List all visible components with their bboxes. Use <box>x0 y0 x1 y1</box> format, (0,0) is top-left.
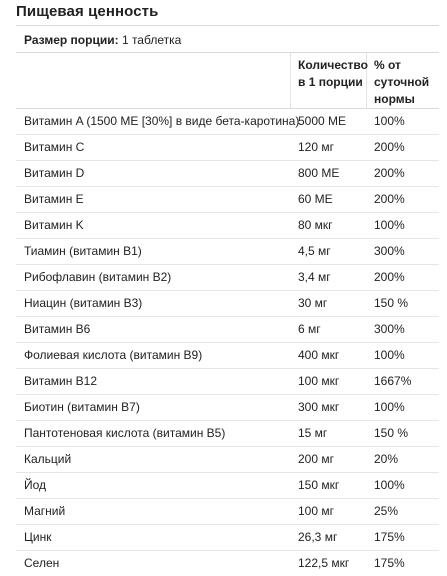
nutrient-amount: 26,3 мг <box>298 530 338 544</box>
nutrient-amount: 80 мкг <box>298 218 333 232</box>
serving-size-label: Размер порции: <box>24 33 119 47</box>
table-row <box>16 265 439 291</box>
column-header-dv-line: суточной <box>374 75 430 89</box>
table-row <box>16 499 439 525</box>
nutrient-name: Витамин K <box>24 218 84 232</box>
table-row <box>16 187 439 213</box>
nutrient-amount: 60 МЕ <box>298 192 333 206</box>
nutrient-name: Биотин (витамин B7) <box>24 400 140 414</box>
nutrient-daily-value: 175% <box>374 556 405 570</box>
nutrient-daily-value: 150 % <box>374 296 409 310</box>
nutrient-daily-value: 100% <box>374 348 405 362</box>
serving-size <box>24 33 181 47</box>
nutrient-name: Витамин B6 <box>24 322 91 336</box>
nutrient-daily-value: 200% <box>374 192 405 206</box>
nutrient-daily-value: 300% <box>374 322 405 336</box>
table-row <box>16 317 439 343</box>
column-header-amount <box>298 57 366 91</box>
nutrient-daily-value: 25% <box>374 504 399 518</box>
table-row <box>16 395 439 421</box>
nutrient-name: Витамин D <box>24 166 85 180</box>
column-header-dv-line: нормы <box>374 92 415 106</box>
column-header-amount-line: Количество <box>298 58 368 72</box>
table-row <box>16 213 439 239</box>
table-row <box>16 369 439 395</box>
table-row <box>16 343 439 369</box>
nutrient-name: Ниацин (витамин B3) <box>24 296 143 310</box>
nutrient-amount: 150 мкг <box>298 478 340 492</box>
nutrient-name: Цинк <box>24 530 52 544</box>
nutrient-amount: 4,5 мг <box>298 244 331 258</box>
table-row <box>16 109 439 135</box>
nutrient-daily-value: 200% <box>374 140 405 154</box>
nutrient-name: Витамин E <box>24 192 84 206</box>
nutrient-daily-value: 150 % <box>374 426 409 440</box>
header-column-divider <box>290 53 291 108</box>
nutrient-daily-value: 100% <box>374 218 405 232</box>
nutrient-name: Витамин C <box>24 140 85 154</box>
nutrient-amount: 100 мкг <box>298 374 340 388</box>
table-row <box>16 525 439 551</box>
nutrient-amount: 300 мкг <box>298 400 340 414</box>
nutrient-name: Витамин B12 <box>24 374 98 388</box>
table-row <box>16 239 439 265</box>
nutrient-daily-value: 200% <box>374 270 405 284</box>
nutrient-amount: 200 мг <box>298 452 334 466</box>
nutrient-amount: 6 мг <box>298 322 321 336</box>
table-row <box>16 473 439 499</box>
table-row <box>16 291 439 317</box>
panel-title: Пищевая ценность <box>16 3 159 20</box>
table-row <box>16 135 439 161</box>
nutrient-daily-value: 200% <box>374 166 405 180</box>
nutrient-name: Витамин A (1500 МЕ [30%] в виде бета-каротина) <box>24 114 300 128</box>
nutrient-daily-value: 1667% <box>374 374 412 388</box>
nutrient-amount: 800 МЕ <box>298 166 340 180</box>
nutrient-daily-value: 100% <box>374 478 405 492</box>
nutrient-name: Магний <box>24 504 66 518</box>
table-row <box>16 447 439 473</box>
column-header-amount-line: в 1 порции <box>298 75 363 89</box>
nutrient-amount: 120 мг <box>298 140 334 154</box>
nutrient-daily-value: 175% <box>374 530 405 544</box>
nutrient-name: Кальций <box>24 452 72 466</box>
nutrient-table <box>0 109 447 576</box>
nutrient-name: Рибофлавин (витамин B2) <box>24 270 172 284</box>
nutrient-amount: 122,5 мкг <box>298 556 350 570</box>
nutrient-amount: 5000 МЕ <box>298 114 347 128</box>
serving-divider <box>16 52 439 53</box>
nutrient-amount: 400 мкг <box>298 348 340 362</box>
table-row <box>16 551 439 576</box>
nutrient-name: Селен <box>24 556 60 570</box>
nutrient-name: Пантотеновая кислота (витамин B5) <box>24 426 226 440</box>
table-row <box>16 161 439 187</box>
nutrient-daily-value: 100% <box>374 114 405 128</box>
column-header-dv-line: % от <box>374 58 401 72</box>
nutrient-amount: 3,4 мг <box>298 270 331 284</box>
nutrient-daily-value: 20% <box>374 452 399 466</box>
nutrient-amount: 100 мг <box>298 504 334 518</box>
serving-size-value: 1 таблетка <box>121 33 182 47</box>
nutrient-name: Тиамин (витамин B1) <box>24 244 142 258</box>
column-header-daily-value <box>374 57 438 108</box>
nutrient-amount: 30 мг <box>298 296 328 310</box>
nutrient-name: Йод <box>24 478 47 492</box>
title-divider <box>16 25 439 26</box>
nutrient-daily-value: 100% <box>374 400 405 414</box>
nutrient-daily-value: 300% <box>374 244 405 258</box>
nutrient-name: Фолиевая кислота (витамин B9) <box>24 348 203 362</box>
table-row <box>16 421 439 447</box>
nutrient-amount: 15 мг <box>298 426 328 440</box>
